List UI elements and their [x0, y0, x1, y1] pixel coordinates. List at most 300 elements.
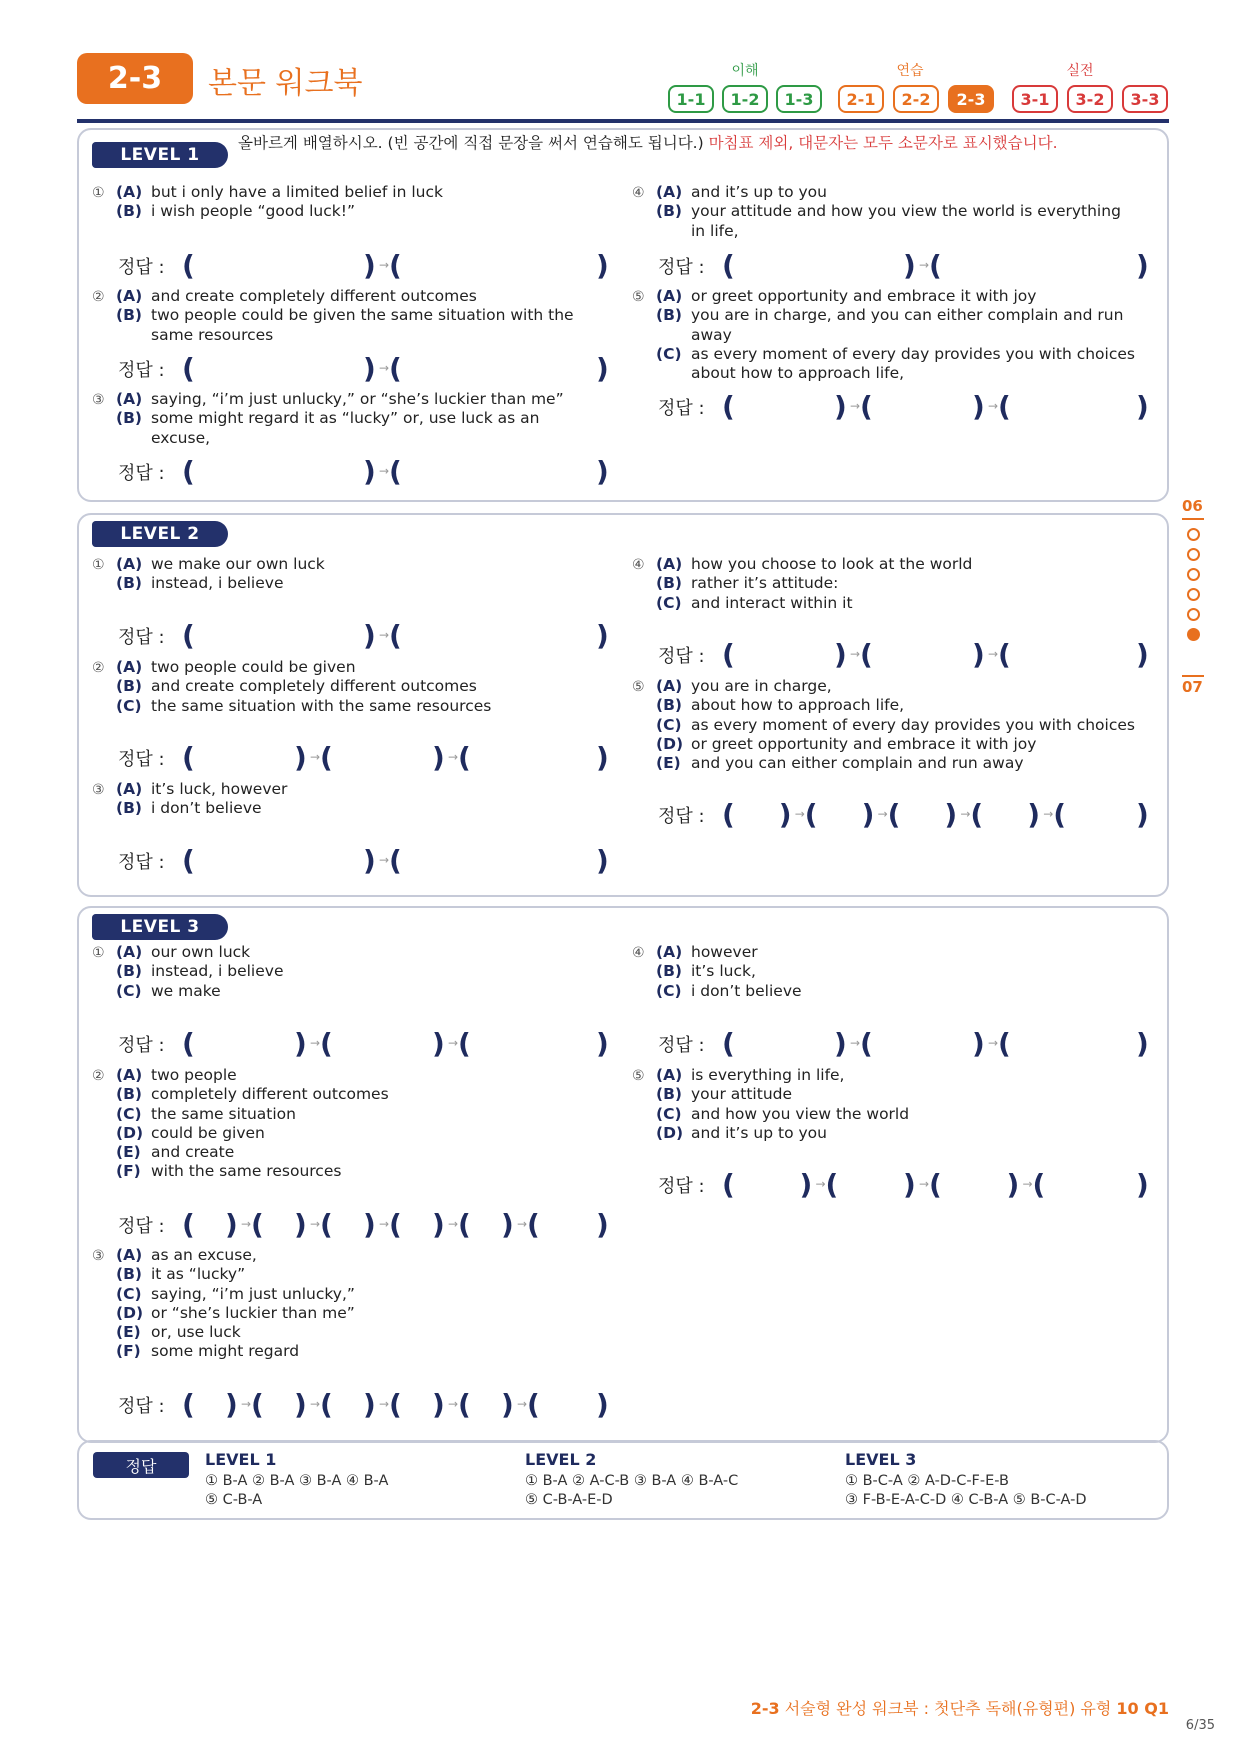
answer-slot-close: ) [596, 1208, 609, 1241]
arrow-icon: → [1043, 807, 1054, 821]
option-label: (B) [656, 1085, 682, 1104]
option-line [632, 345, 1162, 384]
instruction-note: 마침표 제외, 대문자는 모두 소문자로 표시했습니다. [703, 134, 1058, 152]
level2-badge: LEVEL 2 [92, 521, 228, 547]
option-label: (A) [116, 780, 143, 798]
answer-key-head: LEVEL 2 [525, 1450, 597, 1469]
answer-slot-close: ) [363, 249, 376, 282]
question-number: ② [92, 1068, 105, 1084]
arrow-icon: → [850, 647, 861, 661]
nav-tab-3-2[interactable]: 3-2 [1067, 85, 1113, 113]
answer-slot-open: ( [527, 1388, 540, 1421]
side-page-start: 06 [1182, 497, 1203, 515]
answer-slot-open: ( [182, 844, 195, 877]
level3-question-1 [92, 943, 617, 1001]
arrow-icon: → [448, 1217, 459, 1231]
option-text: and you can either complain and run away [691, 754, 1024, 773]
option-text: instead, i believe [151, 962, 284, 981]
answer-slot-open: ( [458, 1208, 471, 1241]
option-text: two people could be given [151, 658, 356, 676]
answer-slot-open: ( [929, 249, 942, 282]
option-text: i don’t believe [151, 799, 262, 818]
nav-tab-2-1[interactable]: 2-1 [838, 85, 884, 113]
option-label: (A) [116, 658, 143, 676]
question-number: ③ [92, 392, 105, 408]
option-text: i wish people “good luck!” [151, 202, 355, 221]
answer-slot-open: ( [860, 638, 873, 671]
level2-answer-row-5[interactable] [658, 800, 1158, 830]
option-text: as an excuse, [151, 1246, 257, 1264]
option-line [632, 287, 1162, 306]
answer-slot-open: ( [182, 741, 195, 774]
option-line [632, 202, 1162, 241]
option-label: (C) [116, 981, 142, 1000]
option-text: and create completely different outcomes [151, 287, 477, 305]
question-number: ⑤ [632, 1068, 645, 1084]
answer-slot-open: ( [458, 1388, 471, 1421]
level2-question-4 [632, 555, 1162, 613]
question-number: ③ [92, 782, 105, 798]
answer-label: 정답 : [118, 1216, 165, 1237]
arrow-icon: → [448, 1397, 459, 1411]
answer-slot-open: ( [722, 249, 735, 282]
arrow-icon: → [241, 1217, 252, 1231]
question-number: ③ [92, 1248, 105, 1264]
answer-key-line: ① B-C-A ② A-D-C-F-E-B [845, 1473, 1009, 1489]
option-label: (C) [656, 715, 682, 734]
level1-question-1 [92, 183, 617, 222]
arrow-icon: → [379, 1217, 390, 1231]
answer-slot-open: ( [182, 352, 195, 385]
answer-slot-open: ( [182, 1208, 195, 1241]
option-label: (A) [656, 677, 683, 695]
level2-answer-row-2[interactable] [118, 743, 618, 773]
option-label: (F) [116, 1162, 141, 1181]
arrow-icon: → [919, 258, 930, 272]
arrow-icon: → [877, 807, 888, 821]
answer-label: 정답 : [118, 1396, 165, 1417]
arrow-icon: → [517, 1217, 528, 1231]
answer-slot-close: ) [294, 741, 307, 774]
option-text: rather it’s attitude: [691, 574, 839, 593]
answer-slot-close: ) [1027, 798, 1040, 831]
option-line [92, 574, 617, 593]
option-label: (A) [656, 555, 683, 573]
question-number: ① [92, 945, 105, 961]
option-line [92, 1105, 617, 1124]
option-line [92, 982, 617, 1001]
level3-badge: LEVEL 3 [92, 914, 228, 940]
level2-question-3 [92, 780, 617, 819]
level2-question-2 [92, 658, 617, 716]
answer-slot-open: ( [1053, 798, 1066, 831]
answer-slot-open: ( [722, 638, 735, 671]
option-line [92, 962, 617, 981]
option-line [92, 658, 617, 677]
answer-label: 정답 : [658, 1176, 705, 1197]
level2-answer-row-3[interactable] [118, 846, 618, 876]
answer-slot-close: ) [501, 1388, 514, 1421]
arrow-icon: → [379, 628, 390, 642]
arrow-icon: → [379, 361, 390, 375]
option-text: as every moment of every day provides you with choices [691, 715, 1135, 734]
option-line [92, 943, 617, 962]
option-label: (B) [116, 1085, 142, 1104]
answer-slot-open: ( [998, 638, 1011, 671]
answer-slot-close: ) [294, 1027, 307, 1060]
answer-slot-close: ) [834, 390, 847, 423]
arrow-icon: → [310, 1036, 321, 1050]
answer-key-badge: 정답 [93, 1452, 189, 1478]
progress-dot [1187, 588, 1200, 601]
side-line-top [1182, 518, 1204, 520]
arrow-icon: → [1022, 1177, 1033, 1191]
option-text: the same situation [151, 1104, 296, 1123]
answer-slot-close: ) [1136, 1168, 1149, 1201]
footer-code: 2-3 [750, 1699, 780, 1718]
option-text: how you choose to look at the world [691, 555, 973, 573]
answer-label: 정답 : [118, 749, 165, 770]
option-line [92, 677, 617, 696]
answer-label: 정답 : [118, 463, 165, 484]
level3-answer-row-1[interactable] [118, 1029, 618, 1059]
nav-tab-3-3[interactable]: 3-3 [1122, 85, 1168, 113]
progress-dot [1187, 548, 1200, 561]
answer-slot-close: ) [834, 1027, 847, 1060]
option-line [92, 1285, 617, 1304]
option-text: or, use luck [151, 1323, 241, 1342]
arrow-icon: → [815, 1177, 826, 1191]
arrow-icon: → [960, 807, 971, 821]
option-line [632, 1105, 1162, 1124]
option-label: (C) [116, 1284, 142, 1303]
arrow-icon: → [850, 1036, 861, 1050]
option-label: (D) [116, 1123, 144, 1142]
answer-label: 정답 : [118, 627, 165, 648]
option-text: the same situation with the same resources [151, 696, 492, 715]
option-label: (B) [116, 1265, 142, 1284]
answer-slot-close: ) [432, 1027, 445, 1060]
answer-slot-open: ( [389, 619, 402, 652]
option-line [632, 1124, 1162, 1143]
answer-slot-close: ) [1136, 249, 1149, 282]
arrow-icon: → [794, 807, 805, 821]
answer-slot-open: ( [320, 1027, 333, 1060]
question-number: ⑤ [632, 289, 645, 305]
answer-slot-close: ) [225, 1388, 238, 1421]
option-line [92, 697, 617, 716]
option-text: or “she’s luckier than me” [151, 1303, 355, 1322]
option-line [92, 1246, 617, 1265]
progress-dot [1187, 528, 1200, 541]
level1-answer-row-3[interactable] [118, 457, 618, 487]
question-number: ① [92, 557, 105, 573]
page-number: 6/35 [1185, 1718, 1215, 1733]
option-text: and interact within it [691, 593, 853, 612]
answer-slot-open: ( [389, 1208, 402, 1241]
answer-slot-open: ( [320, 1388, 333, 1421]
nav-group-label-practice: 연습 [896, 63, 924, 79]
level1-answer-row-1[interactable] [118, 251, 618, 281]
option-text: and create completely different outcomes [151, 677, 477, 696]
option-text: two people could be given the same situation with the [151, 306, 574, 325]
option-text: but i only have a limited belief in luck [151, 183, 443, 201]
answer-key-line: ⑤ C-B-A-E-D [525, 1492, 613, 1508]
option-line [632, 1085, 1162, 1104]
option-label: (B) [656, 202, 682, 221]
question-number: ④ [632, 557, 645, 573]
answer-slot-close: ) [972, 1027, 985, 1060]
answer-slot-open: ( [251, 1388, 264, 1421]
answer-slot-close: ) [596, 741, 609, 774]
answer-key-line: ① B-A ② B-A ③ B-A ④ B-A [205, 1473, 389, 1489]
answer-slot-open: ( [970, 798, 984, 831]
level3-question-2 [92, 1066, 617, 1182]
option-label: (A) [116, 287, 143, 305]
option-text: your attitude [691, 1085, 793, 1104]
option-text: some might regard [151, 1342, 300, 1361]
level1-answer-row-5[interactable] [658, 392, 1158, 422]
answer-slot-open: ( [182, 619, 195, 652]
level3-answer-row-5[interactable] [658, 1170, 1158, 1200]
option-label: (A) [656, 183, 683, 201]
answer-slot-open: ( [722, 1027, 735, 1060]
nav-tab-1-1[interactable]: 1-1 [668, 85, 714, 113]
level1-answer-row-2[interactable] [118, 354, 618, 384]
arrow-icon: → [448, 750, 459, 764]
option-line [92, 780, 617, 799]
option-label: (B) [656, 574, 682, 593]
option-text: you are in charge, and you can either complain and run [691, 306, 1124, 325]
level1-question-4 [632, 183, 1162, 241]
level3-answer-row-2[interactable] [118, 1210, 618, 1240]
option-text: could be given [151, 1123, 265, 1142]
option-text: we make [151, 981, 221, 1000]
side-line-bottom [1182, 675, 1204, 677]
option-line [92, 1066, 617, 1085]
option-line [632, 1066, 1162, 1085]
footer [751, 1696, 1169, 1719]
option-text: some might regard it as “lucky” or, use luck as an [151, 409, 540, 428]
option-line [632, 716, 1162, 735]
answer-key-level2 [525, 1450, 738, 1510]
level3-question-4 [632, 943, 1162, 1001]
answer-slot-close: ) [834, 638, 847, 671]
option-text: completely different outcomes [151, 1085, 389, 1104]
option-text: it’s luck, [691, 962, 756, 981]
answer-slot-close: ) [363, 1388, 376, 1421]
option-text: it’s luck, however [151, 780, 288, 798]
option-line [632, 594, 1162, 613]
answer-slot-open: ( [1032, 1168, 1046, 1201]
option-label: (B) [116, 409, 142, 428]
option-line [632, 943, 1162, 962]
answer-slot-close: ) [432, 1388, 445, 1421]
option-text: two people [151, 1066, 237, 1084]
nav-tab-3-1[interactable]: 3-1 [1012, 85, 1058, 113]
answer-slot-open: ( [804, 798, 818, 831]
option-text: your attitude and how you view the world is everything [691, 202, 1121, 221]
answer-slot-close: ) [903, 249, 916, 282]
arrow-icon: → [988, 647, 999, 661]
question-number: ① [92, 185, 105, 201]
option-label: (B) [656, 696, 682, 715]
answer-slot-close: ) [432, 1208, 445, 1241]
option-label: (A) [656, 1066, 683, 1084]
level3-answer-row-3[interactable] [118, 1390, 618, 1420]
answer-slot-open: ( [389, 249, 402, 282]
level1-question-3 [92, 390, 617, 448]
answer-slot-open: ( [182, 249, 195, 282]
option-label: (C) [656, 344, 682, 363]
option-text: and it’s up to you [691, 183, 827, 201]
answer-slot-open: ( [389, 1388, 402, 1421]
option-line [92, 183, 617, 202]
option-label: (B) [116, 306, 142, 325]
progress-dot [1187, 628, 1200, 641]
option-line [632, 183, 1162, 202]
arrow-icon: → [379, 1397, 390, 1411]
answer-slot-close: ) [1136, 1027, 1149, 1060]
option-line [92, 1304, 617, 1323]
option-text: or greet opportunity and embrace it with joy [691, 287, 1037, 305]
arrow-icon: → [379, 258, 390, 272]
option-label: (A) [656, 287, 683, 305]
answer-slot-open: ( [389, 352, 402, 385]
option-label: (D) [116, 1303, 144, 1322]
answer-key-head: LEVEL 3 [845, 1450, 917, 1469]
option-text-continued: about how to approach life, [691, 364, 905, 383]
option-line [632, 962, 1162, 981]
answer-slot-close: ) [1136, 798, 1149, 831]
answer-slot-close: ) [596, 619, 609, 652]
option-text: it as “lucky” [151, 1265, 246, 1284]
answer-slot-open: ( [722, 798, 735, 831]
level2-answer-row-1[interactable] [118, 621, 618, 651]
level2-answer-row-4[interactable] [658, 640, 1158, 670]
nav-group-label-real: 실전 [1066, 63, 1094, 79]
level1-answer-row-4[interactable] [658, 251, 1158, 281]
answer-label: 정답 : [118, 1035, 165, 1056]
option-line [632, 306, 1162, 345]
answer-key-line: ③ F-B-E-A-C-D ④ C-B-A ⑤ B-C-A-D [845, 1492, 1087, 1508]
option-text: saying, “i’m just unlucky,” [151, 1284, 355, 1303]
answer-slot-close: ) [596, 352, 609, 385]
answer-slot-close: ) [799, 1168, 813, 1201]
option-label: (D) [656, 1123, 684, 1142]
answer-slot-close: ) [363, 619, 376, 652]
option-line [632, 574, 1162, 593]
answer-key-line: ⑤ C-B-A [205, 1492, 263, 1508]
option-text: we make our own luck [151, 555, 325, 573]
option-label: (A) [116, 1066, 143, 1084]
option-line [92, 1085, 617, 1104]
option-text-continued: excuse, [151, 428, 211, 447]
option-label: (E) [116, 1323, 141, 1342]
instruction [238, 133, 1148, 153]
option-label: (B) [116, 799, 142, 818]
answer-slot-open: ( [527, 1208, 540, 1241]
option-text: and how you view the world [691, 1104, 910, 1123]
level3-answer-row-4[interactable] [658, 1029, 1158, 1059]
option-line [632, 735, 1162, 754]
arrow-icon: → [379, 853, 390, 867]
level1-question-2 [92, 287, 617, 345]
option-label: (B) [656, 306, 682, 325]
arrow-icon: → [988, 1036, 999, 1050]
arrow-icon: → [310, 750, 321, 764]
progress-dot [1187, 568, 1200, 581]
answer-slot-open: ( [458, 1027, 471, 1060]
answer-slot-open: ( [182, 455, 195, 488]
option-label: (E) [116, 1143, 141, 1162]
answer-slot-close: ) [596, 1388, 609, 1421]
answer-slot-open: ( [389, 844, 402, 877]
nav-group-label-understand: 이해 [731, 63, 759, 79]
answer-slot-open: ( [929, 1168, 942, 1201]
arrow-icon: → [310, 1217, 321, 1231]
option-label: (A) [656, 943, 683, 961]
option-label: (A) [116, 555, 143, 573]
arrow-icon: → [448, 1036, 459, 1050]
answer-slot-open: ( [722, 1168, 735, 1201]
level3-question-5 [632, 1066, 1162, 1143]
option-line [632, 982, 1162, 1001]
answer-slot-close: ) [596, 249, 609, 282]
option-line [92, 1162, 617, 1181]
option-line [632, 696, 1162, 715]
answer-slot-open: ( [722, 390, 735, 423]
arrow-icon: → [241, 1397, 252, 1411]
answer-slot-close: ) [363, 352, 376, 385]
option-label: (C) [116, 696, 142, 715]
header-divider [77, 119, 1169, 123]
option-text: is everything in life, [691, 1066, 845, 1084]
answer-slot-open: ( [825, 1168, 839, 1201]
answer-label: 정답 : [658, 646, 705, 667]
answer-slot-close: ) [1136, 390, 1149, 423]
option-line [92, 390, 617, 409]
option-label: (D) [656, 734, 684, 753]
level2-question-1 [92, 555, 617, 594]
nav-tab-2-3[interactable]: 2-3 [948, 85, 994, 113]
option-text: i don’t believe [691, 981, 802, 1000]
answer-label: 정답 : [658, 398, 705, 419]
option-text: or greet opportunity and embrace it with joy [691, 734, 1037, 753]
option-text: our own luck [151, 943, 251, 961]
answer-slot-close: ) [294, 1208, 307, 1241]
question-number: ④ [632, 185, 645, 201]
nav-tab-2-2[interactable]: 2-2 [893, 85, 939, 113]
answer-key-head: LEVEL 1 [205, 1450, 277, 1469]
footer-text: 서술형 완성 워크북 : 첫단추 독해(유형편) 유형 [779, 1699, 1117, 1718]
level3-question-3 [92, 1246, 617, 1362]
option-line [632, 754, 1162, 773]
answer-slot-close: ) [432, 741, 445, 774]
answer-slot-close: ) [972, 638, 985, 671]
section-badge: 2-3 [77, 53, 193, 104]
answer-slot-close: ) [903, 1168, 916, 1201]
option-label: (C) [656, 981, 682, 1000]
answer-slot-close: ) [944, 798, 958, 831]
option-text: and it’s up to you [691, 1123, 827, 1142]
arrow-icon: → [850, 399, 861, 413]
nav-tab-1-2[interactable]: 1-2 [722, 85, 768, 113]
answer-slot-close: ) [1006, 1168, 1020, 1201]
option-line [92, 799, 617, 818]
option-line [92, 306, 617, 345]
nav-tab-1-3[interactable]: 1-3 [776, 85, 822, 113]
